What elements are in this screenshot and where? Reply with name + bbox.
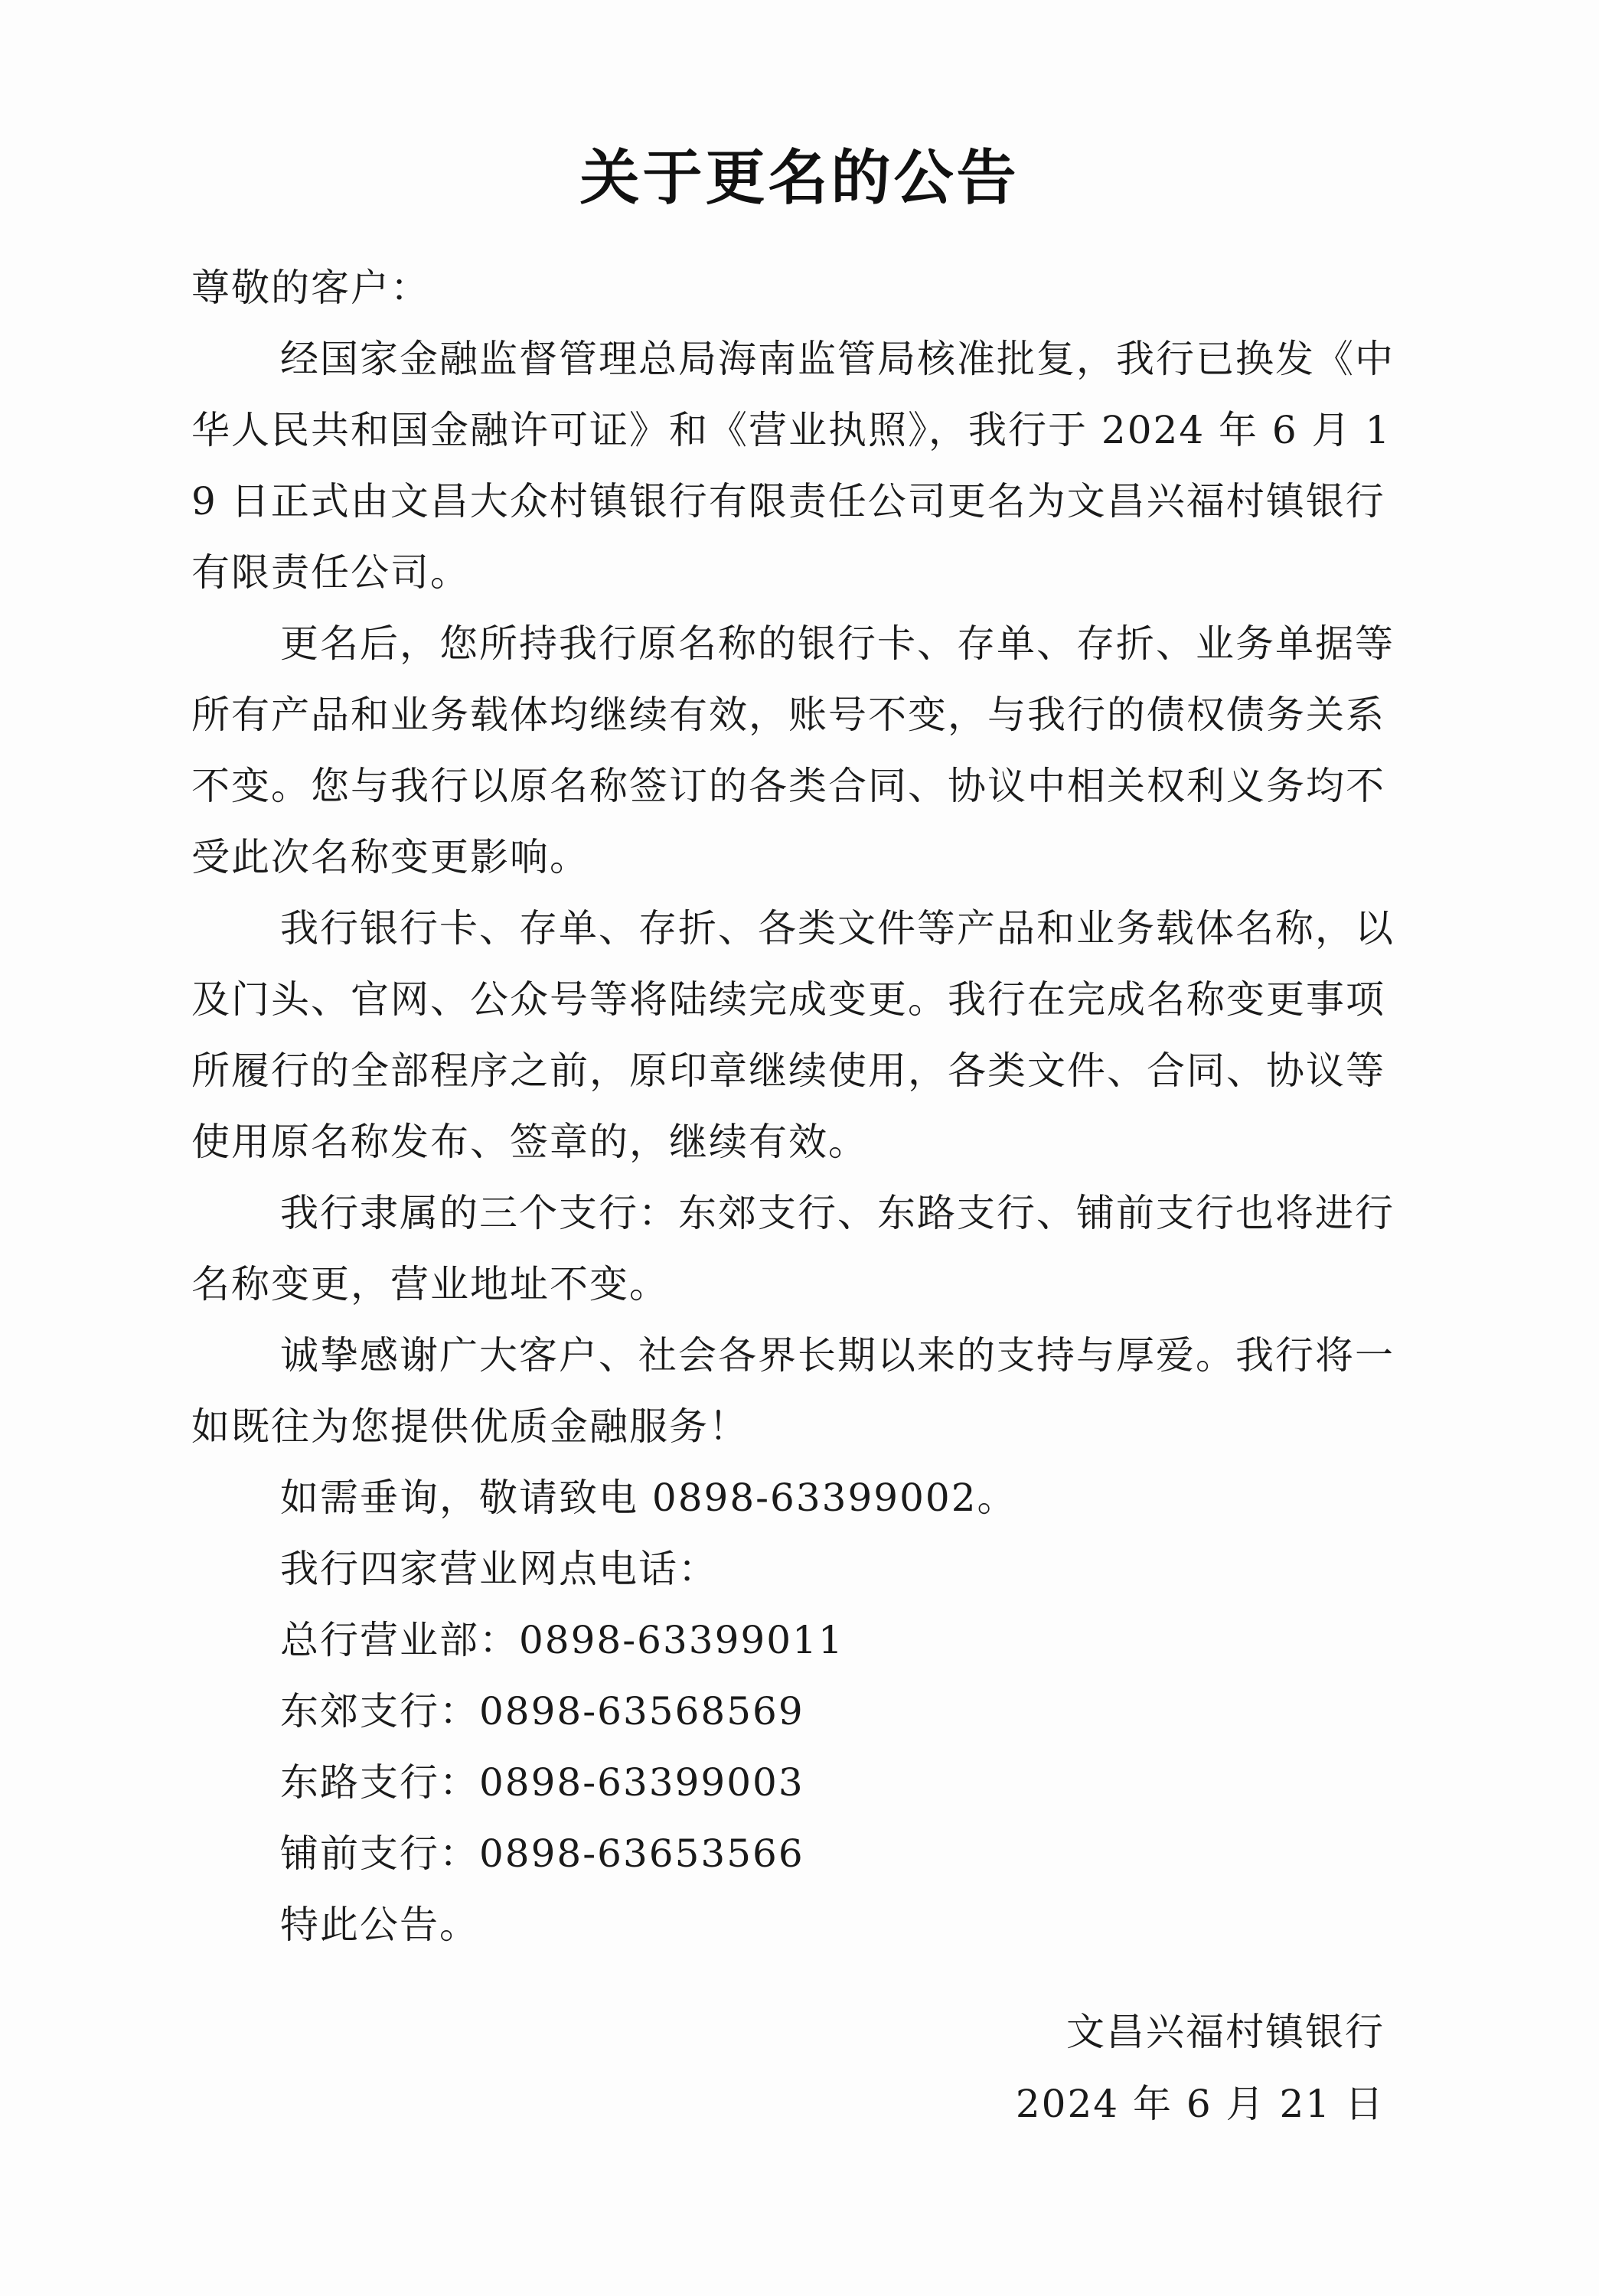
paragraph-thanks: 诚挚感谢广大客户、社会各界长期以来的支持与厚爱。我行将一如既往为您提供优质金融服务！ [191, 1333, 1395, 1449]
paragraph-validity: 更名后，您所持我行原名称的银行卡、存单、存折、业务单据等所有产品和业务载体均继续有效，账号不变，与我行的债权债务关系不变。您与我行以原名称签订的各类合同、协议中相关权利义务均不受此次名称变更影响。 [191, 621, 1395, 879]
paragraph-approval: 经国家金融监督管理总局海南监管局核准批复，我行已换发《中华人民共和国金融许可证》和《营业执照》，我行于 2024 年 6 月 19 日正式由文昌大众村镇银行有限责任公司更名为文昌兴福村镇银行有限责任公司。 [191, 337, 1395, 595]
signature-block [1016, 1996, 1385, 2140]
salutation: 尊敬的客户： [191, 266, 430, 310]
branch-phone-head-office: 总行营业部：0898-63399011 [280, 1618, 844, 1662]
branches-heading: 我行四家营业网点电话： [280, 1547, 718, 1591]
branch-phone-puqian: 铺前支行：0898-63653566 [280, 1831, 804, 1876]
paragraph-changes: 我行银行卡、存单、存折、各类文件等产品和业务载体名称，以及门头、官网、公众号等将陆续完成变更。我行在完成名称变更事项所履行的全部程序之前，原印章继续使用，各类文件、合同、协议等使用原名称发布、签章的，继续有效。 [191, 906, 1395, 1164]
inquiry-line: 如需垂询，敬请致电 0898-63399002。 [280, 1476, 1017, 1520]
page-title: 关于更名的公告 [579, 143, 1020, 213]
paragraph-branches: 我行隶属的三个支行：东郊支行、东路支行、铺前支行也将进行名称变更，营业地址不变。 [191, 1191, 1395, 1306]
branch-phone-dongjiao: 东郊支行：0898-63568569 [280, 1689, 804, 1733]
closing-line: 特此公告。 [280, 1903, 479, 1947]
signature-org: 文昌兴福村镇银行 [1066, 2010, 1385, 2054]
branch-phone-donglu: 东路支行：0898-63399003 [280, 1760, 804, 1805]
notice-body [191, 253, 1401, 1961]
signature-date: 2024 年 6 月 21 日 [1015, 2082, 1385, 2126]
